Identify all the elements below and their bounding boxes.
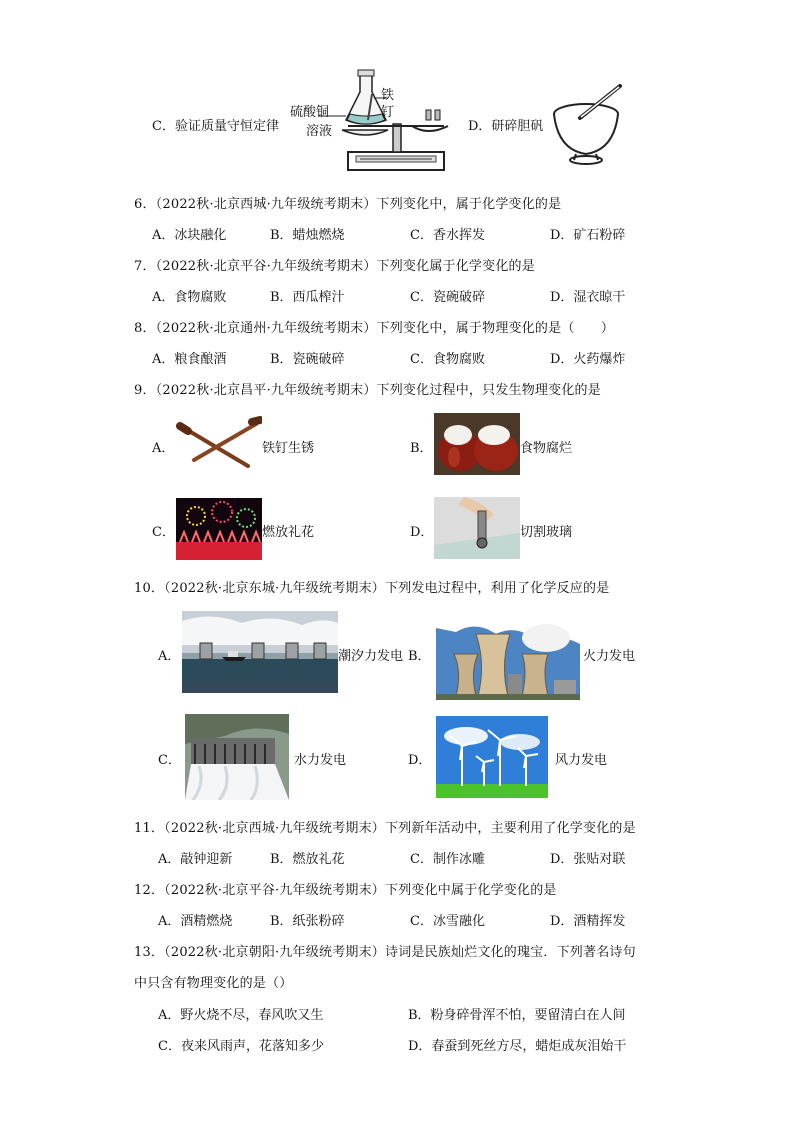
q8-option-a: A．粮食酿酒 [152,352,227,367]
q11-stem: 11．（2022秋·北京西城·九年级统考期末）下列新年活动中，主要利用了化学变化的是 [134,821,636,836]
q5-option-c: C．验证质量守恒定律 [152,119,279,134]
q9-option-a-letter: A． [152,441,175,456]
q6-stem: 6．（2022秋·北京西城·九年级统考期末）下列变化中，属于化学变化的是 [134,197,562,212]
q10-option-d-caption: 风力发电 [555,753,608,768]
q9-option-d-letter: D． [410,525,434,540]
q7-option-d: D．湿衣晾干 [550,290,626,305]
q11-option-a: A．敲钟迎新 [158,852,233,867]
thermal-power-image [436,604,580,700]
glass-cutter-image [434,497,520,559]
q12-option-d: D．酒精挥发 [550,914,626,929]
q10-option-a-caption: 潮汐力发电 [338,649,404,664]
q6-option-c: C．香水挥发 [410,228,485,243]
q12-option-b: B．纸张粉碎 [270,914,345,929]
q9-stem: 9．（2022秋·北京昌平·九年级统考期末）下列变化过程中，只发生物理变化的是 [134,383,601,398]
q9-option-c-caption: 燃放礼花 [262,525,315,540]
mortar-pestle-image [552,84,628,166]
q13-stem-line2: 中只含有物理变化的是（） [134,976,293,991]
q6-option-d: D．矿石粉碎 [550,228,626,243]
label-iron-line2: 钉 [381,105,395,120]
q12-option-a: A．酒精燃烧 [158,914,233,929]
q8-option-b: B．瓷碗破碎 [270,352,345,367]
q12-option-c: C．冰雪融化 [410,914,485,929]
hydro-power-image [185,714,289,800]
q10-option-c-letter: C． [158,753,181,768]
rusty-nails-image [176,414,262,476]
q10-option-d-letter: D． [408,753,432,768]
q10-option-b-caption: 火力发电 [583,649,636,664]
q9-option-d-caption: 切割玻璃 [520,525,573,540]
rotten-apples-image [434,413,520,475]
q10-option-a-letter: A． [158,649,181,664]
q11-option-d: D．张贴对联 [550,852,626,867]
label-iron-line1: 铁 [381,88,395,103]
q13-option-b: B．粉身碎骨浑不怕，要留清白在人间 [408,1008,626,1023]
label-cuso4-line2: 溶液 [306,124,333,139]
q7-stem: 7．（2022秋·北京平谷·九年级统考期末）下列变化属于化学变化的是 [134,259,535,274]
q12-stem: 12．（2022秋·北京平谷·九年级统考期末）下列变化中属于化学变化的是 [134,883,557,898]
q8-option-c: C．食物腐败 [410,352,485,367]
tidal-power-image [182,611,338,693]
q11-option-b: B．燃放礼花 [270,852,345,867]
q7-option-c: C．瓷碗破碎 [410,290,485,305]
q6-option-a: A．冰块融化 [152,228,227,243]
q10-stem: 10．（2022秋·北京东城·九年级统考期末）下列发电过程中，利用了化学反应的是 [134,581,610,596]
q10-option-b-letter: B． [408,649,431,664]
q8-option-d: D．火药爆炸 [550,352,626,367]
q9-option-c-letter: C． [152,525,175,540]
q6-option-b: B．蜡烛燃烧 [270,228,345,243]
q7-option-a: A．食物腐败 [152,290,227,305]
q11-option-c: C．制作冰雕 [410,852,485,867]
q9-option-a-caption: 铁钉生锈 [262,441,315,456]
q8-stem: 8．（2022秋·北京通州·九年级统考期末）下列变化中，属于物理变化的是（ ） [134,321,615,336]
q9-option-b-letter: B． [410,441,433,456]
label-cuso4-line1: 硫酸铜 [290,105,330,120]
wind-power-image [436,716,548,798]
q7-option-b: B．西瓜榨汁 [270,290,345,305]
q13-option-c: C．夜来风雨声，花落知多少 [158,1039,324,1054]
q13-option-d: D．春蚕到死丝方尽，蜡炬成灰泪始干 [408,1039,627,1054]
q9-option-b-caption: 食物腐烂 [520,441,573,456]
q5-option-d: D．研碎胆矾 [468,119,544,134]
q10-option-c-caption: 水力发电 [294,753,347,768]
q13-stem-line1: 13．（2022秋·北京朝阳·九年级统考期末）诗词是民族灿烂文化的瑰宝．下列著名诗句 [134,945,636,960]
q13-option-a: A．野火烧不尽，春风吹又生 [158,1008,324,1023]
fireworks-image [176,498,262,560]
